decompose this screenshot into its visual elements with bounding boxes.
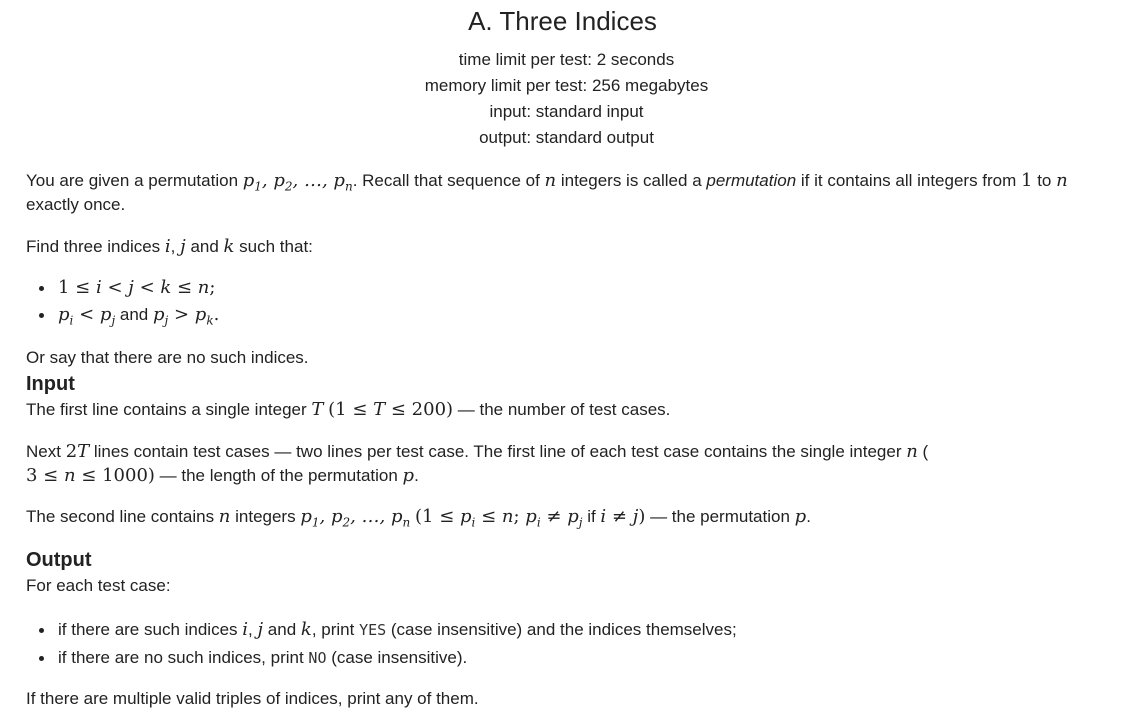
math-permutation: $p_1$, $p_2$, …, $p_n$ (242, 170, 353, 194)
output-list (26, 616, 737, 672)
list-item: if there are no such indices, print NO (case insensitive). (26, 644, 737, 672)
output-section-title: Output (26, 549, 92, 571)
input-line-2: Next 2T lines contain test cases — two lines per test case. The first line of each test case contains the single integer n ( 3 ≤ n ≤ 1000) — the length of the permutation p. (26, 441, 929, 486)
statement-paragraph-1: You are given a permutation $p_1$, $p_2$, …, $p_n$. Recall that sequence of n integers is called a permutation if it contains all integers from 1 to n exactly once. (26, 170, 1068, 214)
output-line-1: For each test case: (26, 576, 171, 595)
output-last-line: If there are multiple valid triples of indices, print any of them. (26, 689, 479, 708)
no-code: NO (308, 649, 327, 667)
yes-code: YES (359, 621, 387, 639)
input-spec: input: standard input (489, 102, 644, 121)
problem-title: A. Three Indices (468, 6, 657, 36)
statement-paragraph-3: Or say that there are no such indices. (26, 348, 309, 367)
memory-limit: memory limit per test: 256 megabytes (424, 76, 709, 95)
input-line-3: The second line contains n integers $p_1$, $p_2$, …, $p_n$ ($1 \le p_i \le n$; $p_i \ne p_j$ if i ≠ j) — the permutation p. (26, 506, 811, 530)
list-item: $p_i < p_j$ and $p_j > p_k$. (26, 301, 219, 328)
permutation-term: permutation (706, 171, 797, 190)
list-item: 1 ≤ i < j < k ≤ n; (26, 274, 219, 301)
statement-paragraph-2: Find three indices i, j and k such that: (26, 236, 313, 257)
input-section-title: Input (26, 373, 75, 395)
list-item: if there are such indices i, j and k, print YES (case insensitive) and the indices themselves; (26, 616, 737, 644)
input-line-1: The first line contains a single integer T (1 ≤ T ≤ 200) — the number of test cases. (26, 399, 671, 420)
output-spec: output: standard output (479, 128, 654, 147)
time-limit: time limit per test: 2 seconds (458, 50, 675, 69)
conditions-list (26, 274, 219, 328)
